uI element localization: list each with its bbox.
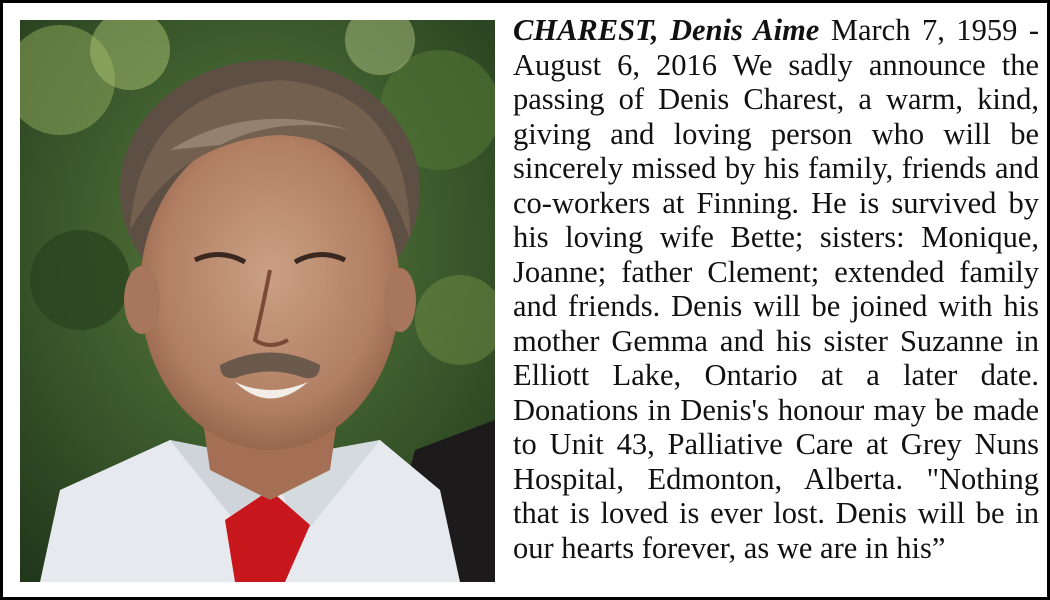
obituary-body: March 7, 1959 - August 6, 2016 We sadly announce the passing of Denis Charest, a warm, kind, giving and loving person who will be sincerely missed by his family, friends and co-workers at Finning. He is survived by his loving wife Bette; sisters: Monique, Joanne; father Clement; extended family and friends. Denis will be joined with his mother Gemma and his sister Suzanne in Elliott Lake, Ontario at a later date. Donations in Denis's honour may be made to Unit 43, Palliative Care at Grey Nuns Hospital, Edmonton, Alberta. "Nothing that is loved is ever lost. Denis will be in our hearts forever, as we are in his” [513,13,1039,565]
portrait-illustration [20,20,495,582]
portrait-photo [20,20,495,582]
obituary-text [513,13,1039,565]
deceased-name: CHAREST, Denis Aime [513,13,820,47]
